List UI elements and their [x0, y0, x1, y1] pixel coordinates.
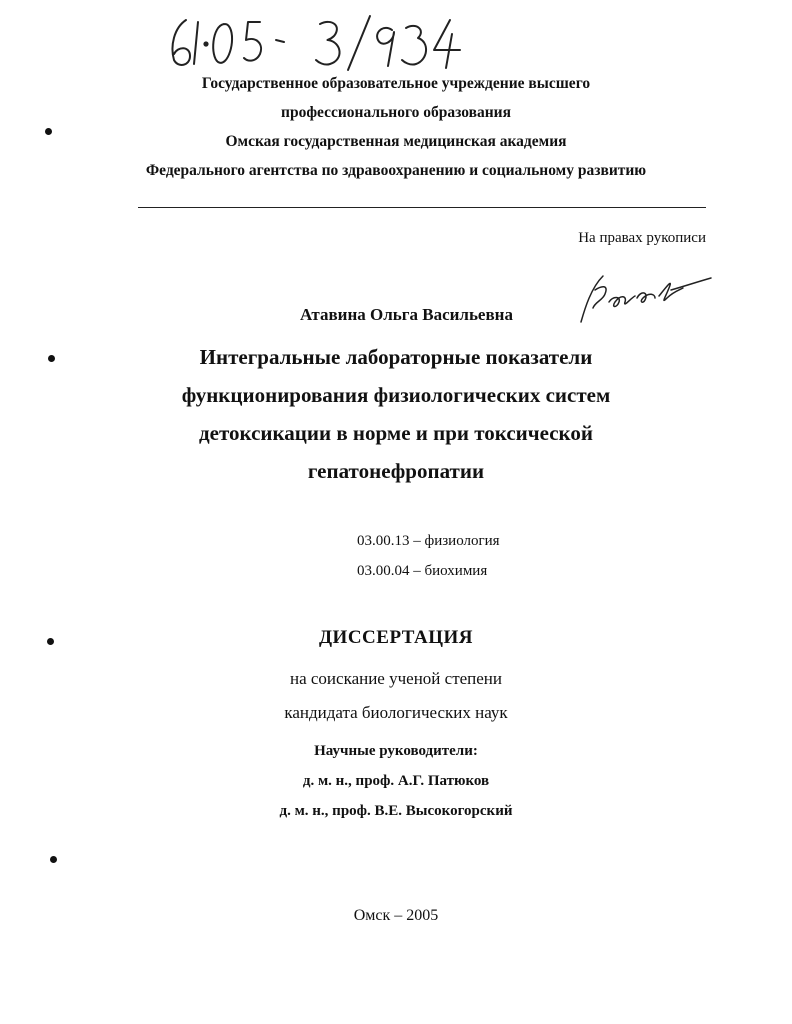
- handwritten-shelfmark-text: 61·05- 3/934: [160, 10, 166, 11]
- punch-hole: [47, 638, 54, 645]
- institution-line-4: Федерального агентства по здравоохранению и социальному развитию: [145, 162, 647, 179]
- specialty-biochemistry: 03.00.04 – биохимия: [357, 563, 488, 579]
- degree-line-1: на соискание ученой степени: [289, 669, 503, 688]
- institution-line-2: профессионального образования: [281, 104, 511, 121]
- supervisor-1: д. м. н., проф. А.Г. Патюков: [302, 773, 490, 789]
- author-name: Атавина Ольга Васильевна: [300, 305, 513, 324]
- punch-hole: [48, 355, 55, 362]
- manuscript-note: На правах рукописи: [578, 230, 706, 246]
- institution-line-1: Государственное образовательное учреждение высшего: [201, 75, 591, 92]
- title-line-2: функционирования физиологических систем: [181, 383, 611, 407]
- title-line-4: гепатонефропатии: [307, 459, 485, 483]
- specialty-physiology: 03.00.13 – физиология: [357, 533, 500, 549]
- supervisor-2: д. м. н., проф. В.Е. Высокогорский: [279, 803, 513, 819]
- title-line-1: Интегральные лабораторные показатели: [199, 345, 593, 369]
- punch-hole: [50, 856, 57, 863]
- handwritten-shelfmark: [160, 10, 480, 72]
- punch-hole: [45, 128, 52, 135]
- institution-line-3: Омская государственная медицинская академия: [225, 133, 567, 150]
- header-divider: [138, 207, 706, 208]
- title-line-3: детоксикации в норме и при токсической: [199, 421, 593, 445]
- degree-line-2: кандидата биологических наук: [284, 703, 508, 722]
- supervisors-heading: Научные руководители:: [314, 743, 478, 759]
- place-year: Омск – 2005: [353, 907, 439, 924]
- document-type: ДИССЕРТАЦИЯ: [318, 627, 474, 648]
- author-signature: [575, 268, 715, 328]
